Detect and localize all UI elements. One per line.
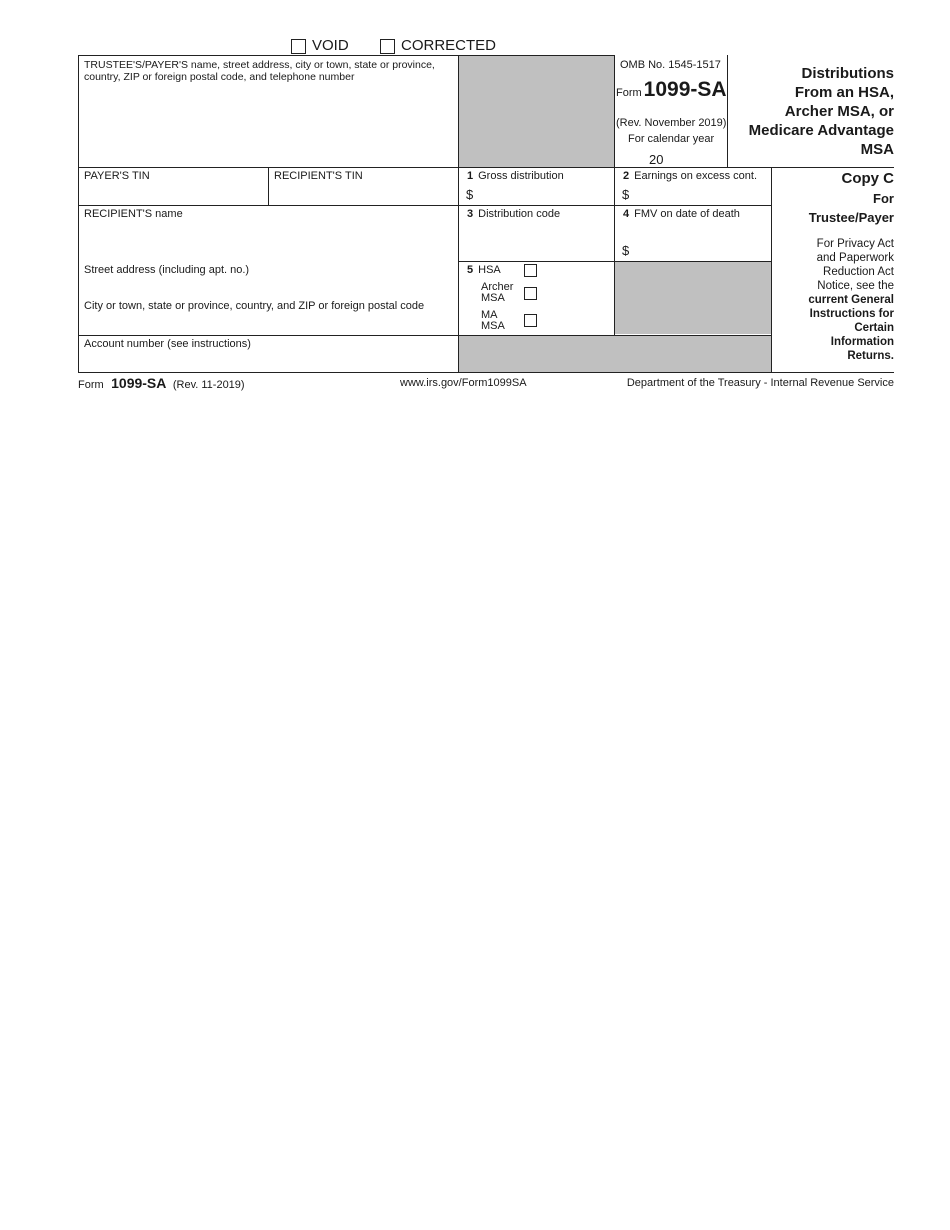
form-word: Form [616, 87, 642, 99]
title-line-2: From an HSA, [794, 84, 894, 101]
col2-divider [458, 55, 459, 373]
city-label: City or town, state or province, country, and ZIP or foreign postal code [84, 300, 425, 312]
privacy-line-6: Instructions for [809, 308, 894, 320]
recipient-name-label: RECIPIENT'S name [84, 208, 183, 220]
recipient-tin-input[interactable] [269, 184, 457, 204]
copy-block [775, 170, 894, 363]
box3-input[interactable] [459, 222, 613, 260]
privacy-line-4: Notice, see the [817, 280, 894, 292]
box1-label [467, 170, 564, 183]
form-number: 1099-SA [643, 78, 727, 101]
payer-name-label: TRUSTEE'S/PAYER'S name, street address, city or town, state or province, country, ZIP or foreign postal code, and telephone number [84, 59, 435, 83]
col3-divider [614, 55, 615, 335]
copy-recipient-label: Trustee/Payer [808, 210, 894, 225]
privacy-line-7: Certain [854, 322, 894, 334]
box1-input[interactable] [478, 186, 612, 204]
privacy-line-2: and Paperwork [816, 252, 894, 264]
box2-text: Earnings on excess cont. [634, 170, 758, 182]
privacy-line-3: Reduction Act [823, 266, 894, 278]
footer-form-word: Form [78, 379, 104, 391]
box4-text: FMV on date of death [634, 208, 740, 220]
footer-rev: (Rev. 11-2019) [172, 379, 245, 391]
box1-text: Gross distribution [478, 170, 564, 182]
corrected-label: CORRECTED [401, 37, 497, 54]
box4-label [623, 208, 740, 221]
archer-line-2: MSA [481, 292, 505, 304]
box3-label [467, 208, 560, 221]
privacy-line-9: Returns. [847, 350, 894, 362]
footer-department: Department of the Treasury - Internal Revenue Service [626, 377, 894, 389]
void-label: VOID [312, 37, 349, 54]
box1-currency: $ [466, 187, 474, 202]
shaded-area-box5-right [615, 262, 771, 334]
recipient-name-input[interactable] [79, 222, 457, 260]
privacy-notice [775, 237, 894, 363]
account-number-input[interactable] [79, 352, 457, 371]
account-number-label: Account number (see instructions) [84, 338, 251, 350]
box1-number: 1 [467, 170, 474, 182]
form-revision: (Rev. November 2019) [616, 117, 727, 129]
box2-label [623, 170, 757, 183]
footer-url: www.irs.gov/Form1099SA [400, 377, 527, 389]
box5-ma-label [481, 310, 505, 332]
box4-currency: $ [622, 243, 630, 258]
archer-line-1: Archer [481, 281, 514, 293]
privacy-line-5: current General [808, 294, 894, 306]
copy-for-label: For [873, 191, 894, 206]
box5-hsa-checkbox[interactable] [524, 264, 537, 277]
privacy-line-8: Information [830, 336, 894, 348]
payer-name-input[interactable] [79, 84, 457, 166]
box5-ma-checkbox[interactable] [524, 314, 537, 327]
box5-number: 5 [467, 264, 474, 276]
title-line-5: MSA [860, 141, 894, 158]
title-line-4: Medicare Advantage [748, 122, 894, 139]
box5-hsa-text: HSA [478, 264, 501, 276]
footer-form-id [78, 375, 245, 393]
payer-tin-input[interactable] [79, 184, 267, 204]
privacy-line-1: For Privacy Act [816, 238, 894, 250]
street-address-label: Street address (including apt. no.) [84, 264, 250, 276]
box4-input[interactable] [634, 242, 768, 260]
payer-tin-label: PAYER'S TIN [84, 170, 150, 182]
box3-text: Distribution code [478, 208, 561, 220]
box3-number: 3 [467, 208, 474, 220]
city-input[interactable] [79, 314, 457, 334]
form-title [732, 64, 894, 159]
shaded-area-top [458, 56, 614, 167]
col4-divider [771, 167, 772, 372]
void-checkbox[interactable] [291, 39, 306, 54]
box2-currency: $ [622, 187, 630, 202]
corrected-checkbox[interactable] [380, 39, 395, 54]
box5-archer-checkbox[interactable] [524, 287, 537, 300]
form-top-border [78, 55, 615, 56]
recipient-tin-label: RECIPIENT'S TIN [274, 170, 363, 182]
title-line-3: Archer MSA, or [784, 103, 894, 120]
calendar-year-input[interactable] [664, 150, 704, 166]
row4-border [78, 335, 771, 336]
calendar-year-prefix: 20 [649, 152, 664, 167]
ma-line-1: MA [481, 309, 498, 321]
street-address-input[interactable] [79, 278, 457, 298]
form-bottom-border [78, 372, 894, 373]
ma-line-2: MSA [481, 320, 505, 332]
omb-number: OMB No. 1545-1517 [620, 59, 721, 71]
omb-right-divider [727, 55, 728, 167]
box5-hsa-label [467, 264, 501, 277]
box2-input[interactable] [634, 186, 768, 204]
calendar-year-label: For calendar year [628, 133, 715, 145]
box5-archer-label [481, 282, 513, 304]
footer-form-number: 1099-SA [111, 375, 167, 391]
form-title-block [616, 78, 727, 102]
shaded-area-account-right [458, 336, 771, 372]
copy-c-label: Copy C [841, 170, 894, 187]
row2-border [78, 205, 771, 206]
box2-number: 2 [623, 170, 630, 182]
box4-number: 4 [623, 208, 630, 220]
title-line-1: Distributions [801, 65, 894, 82]
